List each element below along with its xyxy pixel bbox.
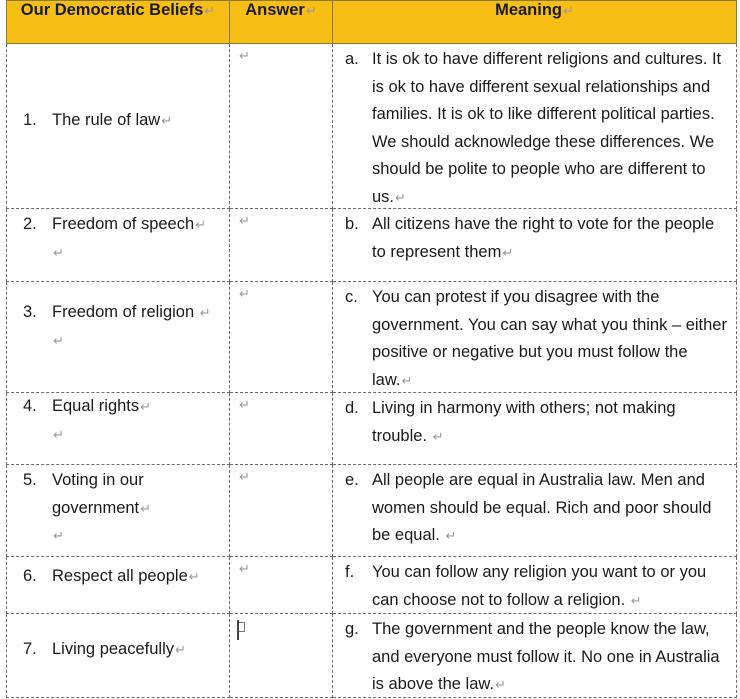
table-row: [7, 209, 737, 282]
answer-cell[interactable]: ↵: [230, 44, 333, 209]
answer-cell[interactable]: ↵: [230, 282, 333, 393]
meaning-cell: c. You can protest if you disagree with the government. You can say what you think – either positive or negative but you must follow the law.↵: [333, 282, 737, 393]
answer-cell[interactable]: [230, 614, 333, 698]
table-row: [7, 465, 737, 557]
meaning-text: It is ok to have different religions and cultures. It is ok to have different sexual relationships and families. It is ok to like different political parties. We should acknowledge these differences. We should be polite to people who are different to us.: [372, 50, 722, 206]
meaning-cell: b. All citizens have the right to vote for the people to represent them↵: [333, 209, 737, 282]
belief-text: The rule of law: [52, 111, 161, 129]
table-row: [7, 557, 737, 614]
belief-text: Respect all people: [52, 567, 188, 585]
belief-cell: 1. The rule of law↵: [7, 44, 230, 209]
belief-cell: 3. Freedom of religion ↵ ↵: [7, 282, 230, 393]
belief-text: Equal rights: [52, 397, 140, 415]
table-row: [7, 393, 737, 465]
answer-cell[interactable]: ↵: [230, 465, 333, 557]
meaning-letter: e.: [345, 471, 359, 489]
meaning-text: The government and the people know the law, and everyone must follow it. No one in Australia is above the law.: [372, 620, 720, 693]
belief-text: Freedom of speech: [52, 215, 195, 233]
document-page: [6, 0, 736, 697]
belief-cell: 6. Respect all people↵: [7, 557, 230, 614]
belief-cell: 2. Freedom of speech↵ ↵: [7, 209, 230, 282]
belief-number: 5.: [23, 471, 37, 489]
meaning-text: Living in harmony with others; not making trouble.: [372, 399, 676, 445]
table-row: [7, 282, 737, 393]
meaning-cell: a. It is ok to have different religions and cultures. It is ok to have different sexual relationships and families. It is ok to like different political parties. We should acknowledge these differences. We should be polite to people who are different to us.↵: [333, 44, 737, 209]
meaning-text: You can protest if you disagree with the government. You can say what you think – either positive or negative but you must follow the law.: [372, 288, 727, 389]
belief-text: Freedom of religion: [52, 303, 195, 321]
belief-number: 7.: [23, 640, 37, 658]
meaning-cell: f. You can follow any religion you want to or you can choose not to follow a religion. ↵: [333, 557, 737, 614]
header-meaning: Meaning↵: [333, 1, 737, 44]
meaning-letter: g.: [345, 620, 359, 638]
belief-cell: 4. Equal rights↵ ↵: [7, 393, 230, 465]
meaning-letter: c.: [345, 288, 358, 306]
answer-cell[interactable]: ↵: [230, 393, 333, 465]
meaning-cell: g. The government and the people know the law, and everyone must follow it. No one in Australia is above the law.↵: [333, 614, 737, 698]
meaning-text: All citizens have the right to vote for the people to represent them: [372, 215, 715, 261]
table-header-row: [7, 1, 737, 44]
belief-cell: 7. Living peacefully↵: [7, 614, 230, 698]
meaning-text: All people are equal in Australia law. Men and women should be equal. Rich and poor should be equal.: [372, 471, 712, 544]
meaning-letter: d.: [345, 399, 359, 417]
meaning-cell: e. All people are equal in Australia law. Men and women should be equal. Rich and poor should be equal. ↵: [333, 465, 737, 557]
belief-text-continued: government: [52, 498, 140, 517]
belief-cell: 5. Voting in our government↵ ↵: [7, 465, 230, 557]
belief-number: 2.: [23, 215, 37, 233]
meaning-letter: f.: [345, 563, 355, 581]
header-beliefs: Our Democratic Beliefs↵: [7, 1, 230, 44]
belief-number: 4.: [23, 397, 37, 415]
table-row: [7, 614, 737, 698]
democratic-beliefs-table: [6, 0, 737, 698]
meaning-letter: b.: [345, 215, 359, 233]
table-row: [7, 44, 737, 209]
belief-text: Voting in our: [52, 471, 144, 489]
meaning-text: You can follow any religion you want to or you can choose not to follow a religion.: [372, 563, 707, 609]
meaning-cell: d. Living in harmony with others; not making trouble. ↵: [333, 393, 737, 465]
answer-cell[interactable]: ↵: [230, 209, 333, 282]
meaning-letter: a.: [345, 50, 359, 68]
answer-cell[interactable]: ↵: [230, 557, 333, 614]
header-answer: Answer↵: [230, 1, 333, 44]
paragraph-flag-icon: [239, 622, 245, 632]
belief-number: 6.: [23, 567, 37, 585]
belief-text: Living peacefully: [52, 640, 174, 658]
belief-number: 1.: [23, 111, 37, 129]
belief-number: 3.: [23, 303, 37, 321]
